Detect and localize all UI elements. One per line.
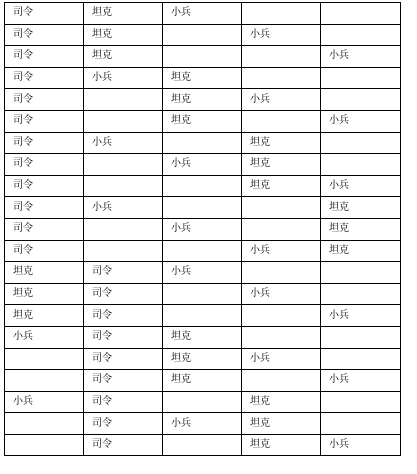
- table-row: [5, 67, 401, 89]
- table-cell: [242, 370, 321, 392]
- table-row: [5, 391, 401, 413]
- table-cell: 司令: [84, 370, 163, 392]
- table-row: [5, 89, 401, 111]
- table-cell: 坦克: [163, 326, 242, 348]
- table-cell: 司令: [5, 110, 84, 132]
- table-cell: [163, 175, 242, 197]
- table-cell: [84, 240, 163, 262]
- table-row: [5, 197, 401, 219]
- table-cell: 坦克: [163, 67, 242, 89]
- table-cell: 小兵: [84, 132, 163, 154]
- table-cell: [321, 3, 401, 25]
- table-cell: 小兵: [321, 175, 401, 197]
- table-row: [5, 132, 401, 154]
- table-cell: 坦克: [163, 348, 242, 370]
- table-cell: [321, 67, 401, 89]
- table-cell: 司令: [84, 283, 163, 305]
- table-cell: 小兵: [242, 24, 321, 46]
- table-cell: 小兵: [163, 413, 242, 435]
- table-cell: 司令: [84, 391, 163, 413]
- table-cell: 小兵: [84, 197, 163, 219]
- table-cell: 小兵: [5, 391, 84, 413]
- table-cell: [321, 348, 401, 370]
- table-row: [5, 24, 401, 46]
- table-cell: 小兵: [163, 262, 242, 284]
- table-cell: 坦克: [163, 370, 242, 392]
- table-cell: [321, 24, 401, 46]
- table-cell: 坦克: [321, 240, 401, 262]
- table-cell: [242, 326, 321, 348]
- table-cell: 司令: [84, 305, 163, 327]
- table-cell: 司令: [84, 326, 163, 348]
- table-cell: [321, 154, 401, 176]
- table-cell: [242, 67, 321, 89]
- table-cell: [163, 197, 242, 219]
- table-cell: 司令: [5, 154, 84, 176]
- table-cell: [163, 132, 242, 154]
- table-cell: 坦克: [163, 110, 242, 132]
- table-cell: [163, 391, 242, 413]
- table-cell: [321, 262, 401, 284]
- table-cell: 小兵: [242, 283, 321, 305]
- table-row: [5, 3, 401, 25]
- table-cell: [242, 3, 321, 25]
- table-cell: 小兵: [321, 370, 401, 392]
- table-row: [5, 434, 401, 456]
- table-cell: 小兵: [321, 434, 401, 456]
- table-cell: [84, 218, 163, 240]
- table-cell: 坦克: [5, 262, 84, 284]
- table-cell: 司令: [84, 413, 163, 435]
- table-cell: 小兵: [163, 218, 242, 240]
- table-row: [5, 110, 401, 132]
- table-cell: 小兵: [5, 326, 84, 348]
- table-cell: 坦克: [163, 89, 242, 111]
- table-cell: [163, 24, 242, 46]
- table-cell: [84, 110, 163, 132]
- table-row: [5, 240, 401, 262]
- table-row: [5, 283, 401, 305]
- table-row: [5, 46, 401, 68]
- table-cell: [242, 46, 321, 68]
- table-cell: [163, 240, 242, 262]
- table-cell: [163, 283, 242, 305]
- table-cell: [163, 434, 242, 456]
- table-cell: [163, 46, 242, 68]
- table-cell: [321, 132, 401, 154]
- table-row: [5, 175, 401, 197]
- table-cell: [321, 326, 401, 348]
- table-row: [5, 326, 401, 348]
- table-cell: 坦克: [5, 283, 84, 305]
- table-cell: 司令: [5, 46, 84, 68]
- table-cell: 坦克: [84, 24, 163, 46]
- table-cell: [5, 434, 84, 456]
- table-cell: [163, 305, 242, 327]
- table-row: [5, 154, 401, 176]
- table-cell: 小兵: [321, 46, 401, 68]
- table-cell: 小兵: [84, 67, 163, 89]
- arrangement-table-body: [5, 3, 401, 456]
- table-cell: 坦克: [242, 391, 321, 413]
- table-cell: [84, 175, 163, 197]
- table-cell: [242, 110, 321, 132]
- table-cell: [321, 413, 401, 435]
- table-cell: [5, 348, 84, 370]
- table-cell: 坦克: [242, 175, 321, 197]
- table-cell: 坦克: [321, 218, 401, 240]
- table-cell: 小兵: [321, 110, 401, 132]
- table-cell: 司令: [5, 218, 84, 240]
- table-cell: 小兵: [242, 89, 321, 111]
- table-cell: 小兵: [163, 154, 242, 176]
- table-cell: 小兵: [321, 305, 401, 327]
- table-cell: 坦克: [242, 154, 321, 176]
- table-row: [5, 348, 401, 370]
- table-cell: [242, 197, 321, 219]
- table-cell: [84, 89, 163, 111]
- arrangement-table: [4, 2, 401, 456]
- table-cell: 小兵: [242, 240, 321, 262]
- table-cell: 司令: [5, 67, 84, 89]
- table-cell: 坦克: [321, 197, 401, 219]
- table-row: [5, 370, 401, 392]
- table-cell: 坦克: [242, 413, 321, 435]
- table-cell: [321, 283, 401, 305]
- table-cell: 坦克: [84, 3, 163, 25]
- table-cell: 司令: [84, 434, 163, 456]
- table-cell: [321, 391, 401, 413]
- table-cell: 司令: [84, 348, 163, 370]
- table-cell: [5, 370, 84, 392]
- table-cell: [242, 305, 321, 327]
- table-cell: 司令: [5, 89, 84, 111]
- table-cell: 坦克: [84, 46, 163, 68]
- table-cell: [84, 154, 163, 176]
- table-row: [5, 262, 401, 284]
- table-cell: 司令: [5, 24, 84, 46]
- table-row: [5, 218, 401, 240]
- table-cell: 司令: [84, 262, 163, 284]
- table-cell: 小兵: [242, 348, 321, 370]
- table-cell: [321, 89, 401, 111]
- table-cell: [242, 262, 321, 284]
- table-cell: 司令: [5, 175, 84, 197]
- table-cell: 坦克: [242, 132, 321, 154]
- table-cell: 司令: [5, 3, 84, 25]
- table-cell: [242, 218, 321, 240]
- table-cell: 坦克: [5, 305, 84, 327]
- table-cell: 小兵: [163, 3, 242, 25]
- table-cell: 司令: [5, 240, 84, 262]
- table-cell: [5, 413, 84, 435]
- table-cell: 司令: [5, 132, 84, 154]
- table-row: [5, 413, 401, 435]
- table-cell: 坦克: [242, 434, 321, 456]
- table-cell: 司令: [5, 197, 84, 219]
- table-row: [5, 305, 401, 327]
